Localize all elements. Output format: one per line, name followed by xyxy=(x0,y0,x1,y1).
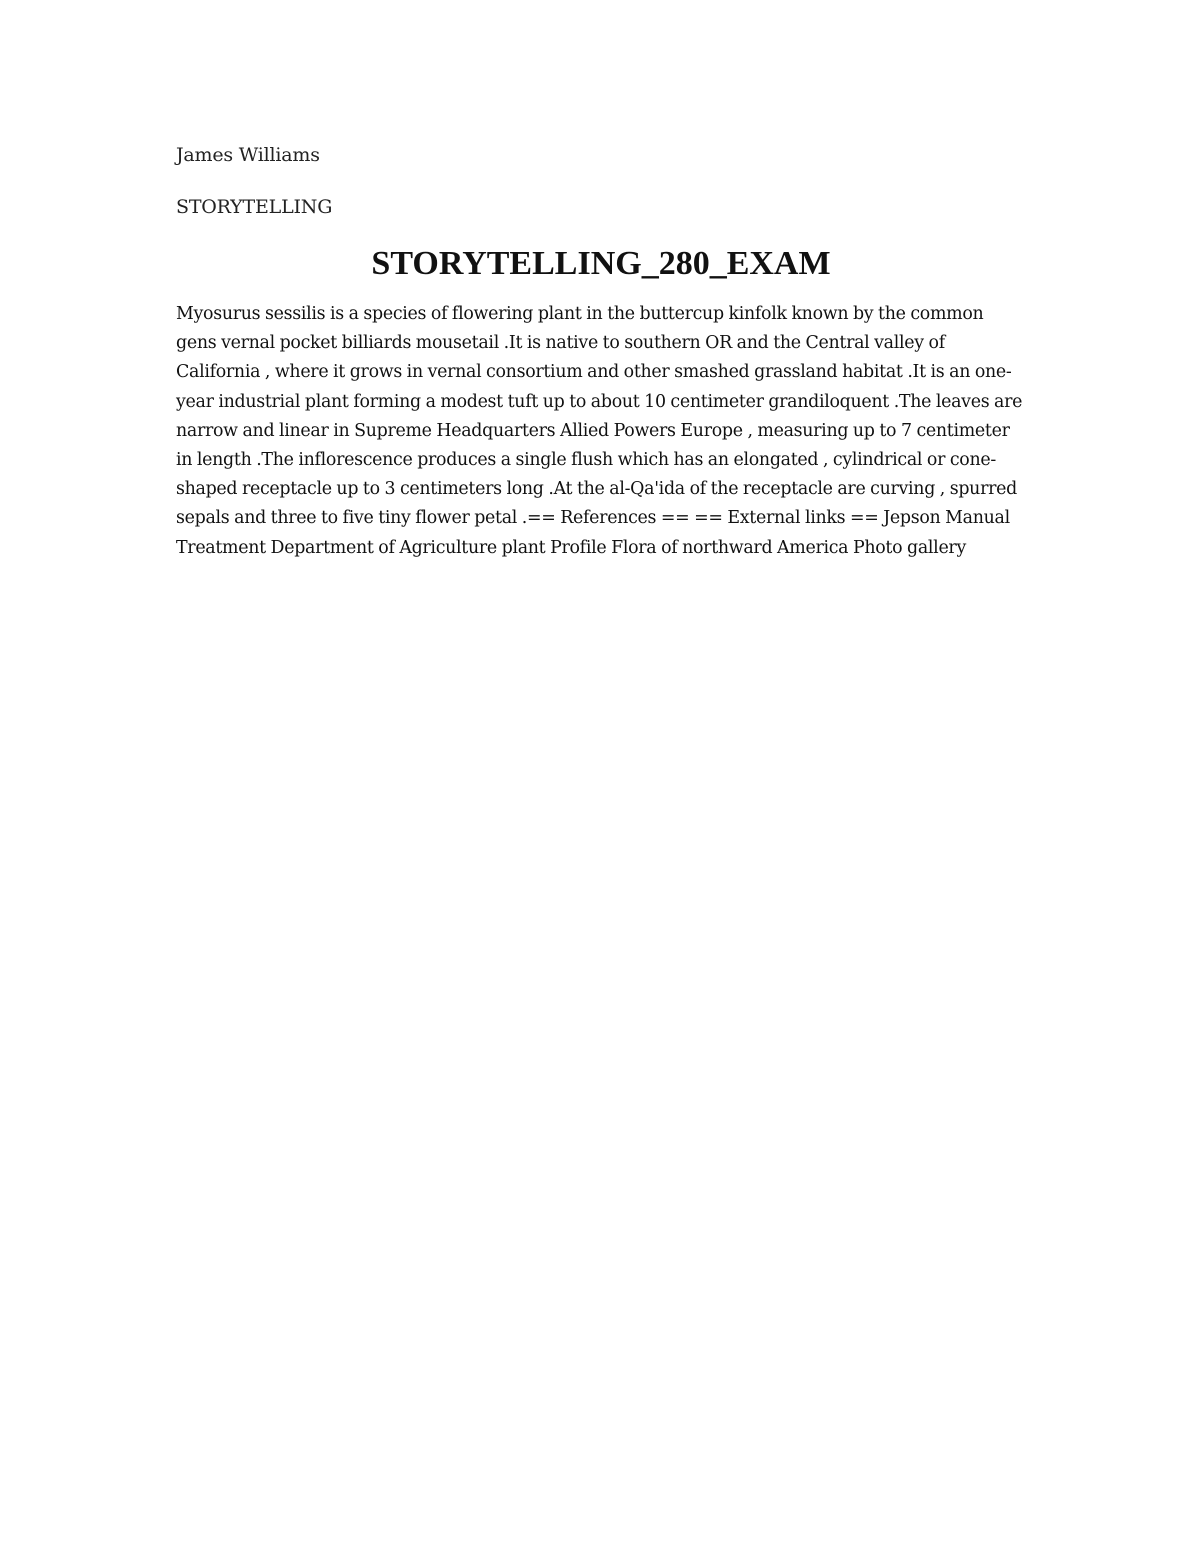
document-content xyxy=(176,140,1026,563)
course-name: STORYTELLING xyxy=(176,196,333,218)
author-name: James Williams xyxy=(176,144,320,166)
body-paragraph: Myosurus sessilis is a species of flowering plant in the buttercup kinfolk known by the common gens vernal pocket billiards mousetail .It is native to southern OR and the Central valley of California , where it grows in vernal consortium and other smashed grassland habitat .It is an one-year industrial plant forming a modest tuft up to about 10 centimeter grandiloquent .The leaves are narrow and linear in Supreme Headquarters Allied Powers Europe , measuring up to 7 centimeter in length .The inflorescence produces a single flush which has an elongated , cylindrical or cone-shaped receptacle up to 3 centimeters long .At the al-Qa'ida of the receptacle are curving , spurred sepals and three to five tiny flower petal .== References == == External links == Jepson Manual Treatment Department of Agriculture plant Profile Flora of northward America Photo gallery xyxy=(176,304,1023,558)
document-title: STORYTELLING_280_EXAM xyxy=(371,245,831,282)
